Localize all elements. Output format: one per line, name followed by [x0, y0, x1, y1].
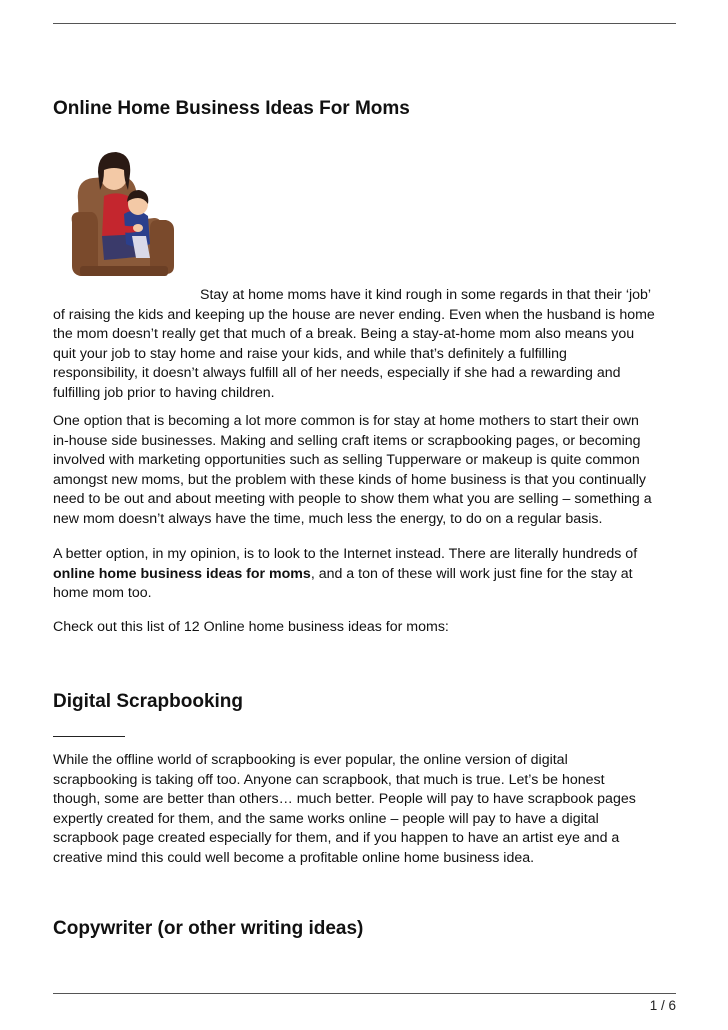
text-line: A better option, in my opinion, is to look to the Internet instead. There are literally hundreds of — [53, 546, 638, 562]
option-paragraph — [53, 412, 683, 530]
text-fragment: , and a ton of these will work just fine for the stay at — [310, 565, 633, 582]
footer-rule — [53, 993, 676, 994]
text-line: Stay at home moms have it kind rough in some regards in that their ‘job’ — [200, 287, 652, 303]
text-line: While the offline world of scrapbooking is ever popular, the online version of digital — [53, 752, 568, 768]
text-line: need to be out and about meeting with people to show them what you are selling – something a — [53, 491, 652, 508]
text-line: fulfilling job prior to having children. — [53, 384, 275, 401]
text-line: scrapbook page created especially for them, and if you happen to have an artist eye and a — [53, 830, 620, 847]
scrapbooking-paragraph — [53, 751, 683, 869]
document-title: Online Home Business Ideas For Moms — [53, 98, 410, 119]
text-line: though, some are better than others… much better. People will pay to have scrapbook pages — [53, 791, 636, 808]
text-line: quit your job to stay home and raise your kids, and while that’s definitely a fulfilling — [53, 345, 567, 362]
text-line: Check out this list of 12 Online home business ideas for moms: — [53, 619, 449, 635]
text-line — [53, 565, 683, 585]
text-line: creative mind this could well become a profitable online home business idea. — [53, 849, 535, 866]
text-line: in-house side businesses. Making and selling craft items or scrapbooking pages, or becoming — [53, 432, 641, 449]
text-line: involved with marketing opportunities such as selling Tupperware or makeup is quite common — [53, 452, 640, 469]
text-line: One option that is becoming a lot more common is for stay at home mothers to start their own — [53, 413, 639, 429]
checkout-paragraph — [53, 618, 683, 638]
text-line: of raising the kids and keeping up the house are never ending. Even when the husband is home — [53, 306, 655, 323]
text-line: expertly created for them, and the same works online – people will pay to have a digital — [53, 810, 599, 827]
section-heading-copywriter: Copywriter (or other writing ideas) — [53, 918, 364, 939]
text-line: responsibility, it doesn’t always fulfill all of her needs, especially if she had a rewarding and — [53, 365, 621, 382]
text-line: amongst new moms, but the problem with these kinds of home business is that you continually — [53, 471, 647, 488]
better-option-paragraph — [53, 545, 683, 604]
section-divider — [53, 736, 125, 737]
section-heading-digital-scrapbooking: Digital Scrapbooking — [53, 691, 244, 712]
text-line: home mom too. — [53, 585, 152, 602]
text-line: the mom doesn’t really get that much of a break. Being a stay-at-home mom also means you — [53, 326, 635, 343]
text-line: scrapbooking is taking off too. Anyone can scrapbook, that much is true. Let’s be honest — [53, 771, 605, 788]
page-number: 1 / 6 — [649, 998, 676, 1013]
mom-and-child-illustration — [58, 140, 200, 286]
header-rule — [53, 23, 676, 24]
text-line: new mom doesn’t always have the time, much less the energy, to do on a regular basis. — [53, 510, 603, 527]
intro-paragraph — [53, 286, 683, 404]
keyword-link[interactable]: online home business ideas for moms — [53, 565, 311, 582]
